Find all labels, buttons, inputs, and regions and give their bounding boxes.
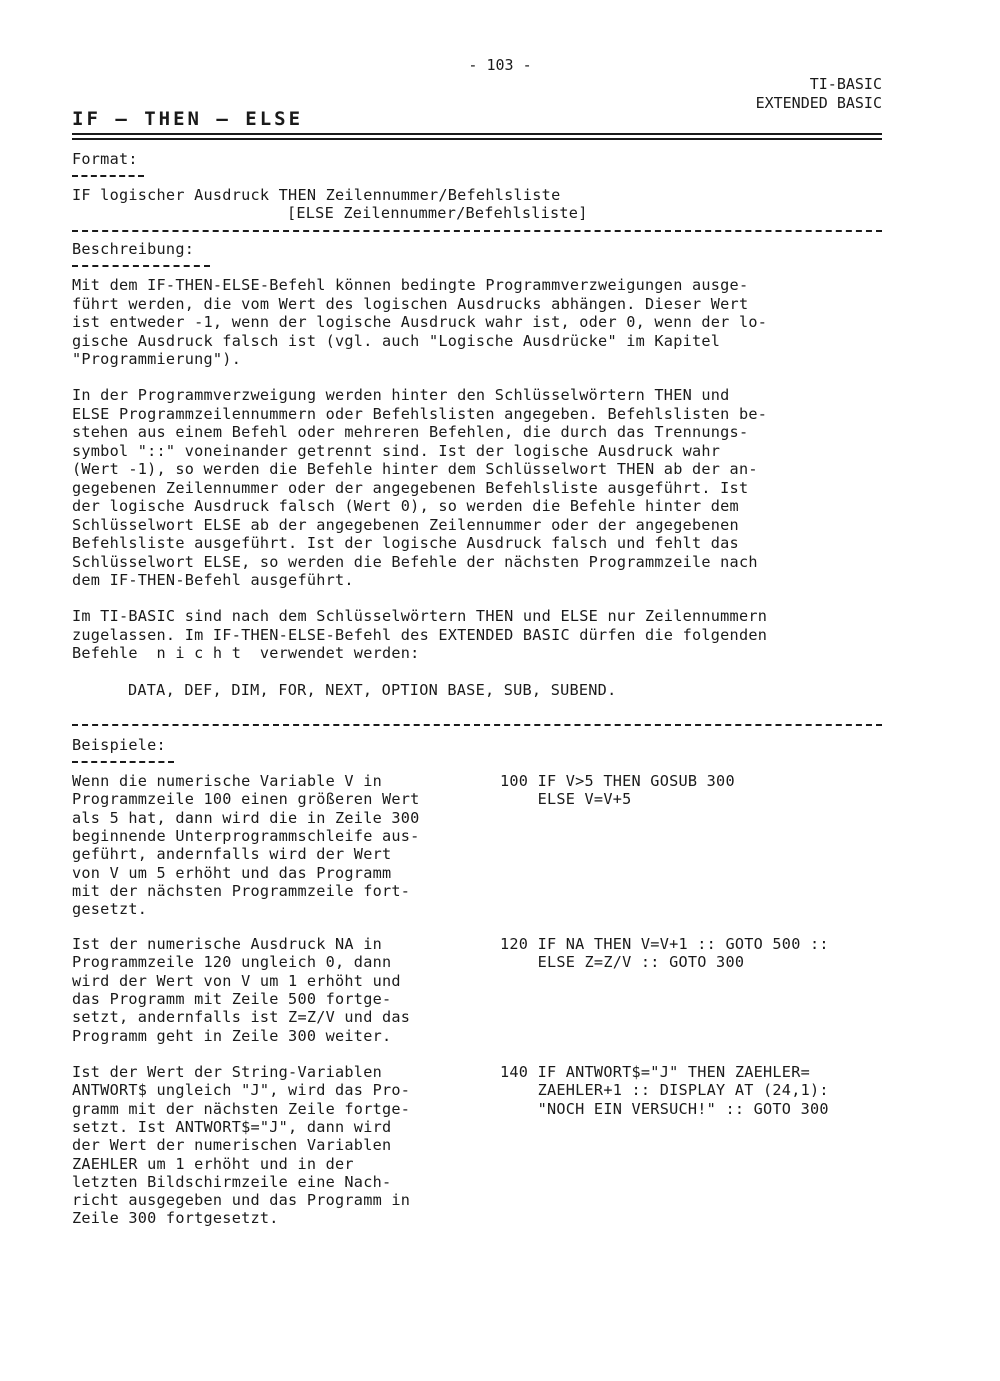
example-1-code-line: 100 IF V>5 THEN GOSUB 300 — [500, 772, 735, 790]
example-3-text-line: ZAEHLER um 1 erhöht und in der — [72, 1154, 354, 1173]
example-1-text-line: als 5 hat, dann wird die in Zeile 300 — [72, 808, 420, 827]
example-1-text-line: Wenn die numerische Variable V in — [72, 772, 382, 790]
example-3-code-line: ZAEHLER+1 :: DISPLAY AT (24,1): — [500, 1081, 829, 1100]
description-para1-line: "Programmierung"). — [72, 350, 242, 368]
double-rule — [72, 133, 882, 140]
description-para3-line: Befehle n i c h t verwendet werden: — [72, 644, 420, 662]
page-number: - 103 - — [468, 56, 532, 74]
example-3-text-line: Ist der Wert der String-Variablen — [72, 1063, 382, 1081]
description-para2-line: (Wert -1), so werden die Befehle hinter dem Schlüsselwort THEN ab der an- — [72, 460, 758, 478]
description-para1-line: gische Ausdruck falsch ist (vgl. auch "Logische Ausdrücke" im Kapitel — [72, 331, 721, 350]
description-para1-line: ist entweder -1, wenn der logische Ausdruck wahr ist, oder 0, wenn der lo- — [72, 313, 768, 331]
example-2-text-line: Ist der numerische Ausdruck NA in — [72, 935, 382, 953]
example-1-text-line: Programmzeile 100 einen größeren Wert — [72, 790, 420, 809]
description-para1-line: führt werden, die vom Wert des logischen Ausdrucks abhängen. Dieser Wert — [72, 294, 749, 313]
description-para2-line: Schlüsselwort ELSE, so werden die Befehle der nächsten Programmzeile nach — [72, 552, 758, 571]
example-3-text-line: letzten Bildschirmzeile eine Nach- — [72, 1172, 392, 1191]
example-2-text-line: setzt, andernfalls ist Z=Z/V und das — [72, 1008, 411, 1027]
format-heading-underline — [72, 175, 144, 177]
example-2-text-line: wird der Wert von V um 1 erhöht und — [72, 971, 401, 990]
description-para2-line: dem IF-THEN-Befehl ausgeführt. — [72, 571, 354, 589]
example-3-text-line: ANTWORT$ ungleich "J", wird das Pro- — [72, 1081, 411, 1100]
description-para2-line: gegebenen Zeilennummer oder der angegebenen Befehlsliste ausgeführt. Ist — [72, 478, 749, 497]
example-3-text-line: der Wert der numerischen Variablen — [72, 1136, 392, 1155]
example-2-code-line: ELSE Z=Z/V :: GOTO 300 — [500, 953, 745, 972]
description-para3-line: Im TI-BASIC sind nach dem Schlüsselwörtern THEN und ELSE nur Zeilennummern — [72, 607, 768, 625]
description-para1-line: Mit dem IF-THEN-ELSE-Befehl können bedingte Programmverzweigungen ausge- — [72, 276, 749, 294]
section-divider-2 — [72, 724, 882, 726]
description-para2-line: ELSE Programmzeilennummern oder Befehlslisten angegeben. Befehlslisten be- — [72, 404, 768, 423]
description-para3-line: zugelassen. Im IF-THEN-ELSE-Befehl des EXTENDED BASIC dürfen die folgenden — [72, 625, 768, 644]
description-heading-underline — [72, 265, 210, 267]
example-1-text-line: gesetzt. — [72, 900, 148, 919]
system-label-extended-basic: EXTENDED BASIC — [755, 94, 882, 112]
example-3-text-line: richt ausgegeben und das Programm in — [72, 1191, 411, 1210]
system-label-ti-basic: TI-BASIC — [809, 75, 882, 93]
description-para2-line: der logische Ausdruck falsch (Wert 0), so werden die Befehle hinter dem — [72, 497, 739, 515]
example-3-text-line: setzt. Ist ANTWORT$="J", dann wird — [72, 1117, 392, 1136]
example-3-code-line: "NOCH EIN VERSUCH!" :: GOTO 300 — [500, 1099, 829, 1118]
description-para2-line: Befehlsliste ausgeführt. Ist der logische Ausdruck falsch und fehlt das — [72, 534, 739, 552]
example-2-text-line: Programm geht in Zeile 300 weiter. — [72, 1026, 392, 1045]
forbidden-keywords: DATA, DEF, DIM, FOR, NEXT, OPTION BASE, SUB, SUBEND. — [128, 681, 617, 699]
example-1-text-line: von V um 5 erhöht und das Programm — [72, 863, 392, 882]
example-3-text-line: Zeile 300 fortgesetzt. — [72, 1209, 279, 1228]
example-1-text-line: beginnende Unterprogrammschleife aus- — [72, 826, 420, 845]
example-1-text-line: geführt, andernfalls wird der Wert — [72, 845, 392, 864]
examples-heading: Beispiele: — [72, 736, 166, 754]
description-para2-line: stehen aus einem Befehl oder mehreren Befehlen, die durch das Trennungs- — [72, 423, 749, 441]
example-1-text-line: mit der nächsten Programmzeile fort- — [72, 881, 411, 900]
section-divider-1 — [72, 230, 882, 232]
page-title: IF — THEN — ELSE — [72, 108, 304, 130]
description-para2-line: symbol "::" voneinander getrennt sind. Ist der logische Ausdruck wahr — [72, 441, 721, 460]
example-2-text-line: das Programm mit Zeile 500 fortge- — [72, 989, 392, 1008]
example-2-text-line: Programmzeile 120 ungleich 0, dann — [72, 953, 392, 972]
example-1-code-line: ELSE V=V+5 — [500, 790, 632, 809]
format-heading: Format: — [72, 150, 138, 168]
example-2-code-line: 120 IF NA THEN V=V+1 :: GOTO 500 :: — [500, 935, 829, 953]
description-heading: Beschreibung: — [72, 240, 195, 258]
examples-heading-underline — [72, 761, 174, 763]
example-3-text-line: gramm mit der nächsten Zeile fortge- — [72, 1099, 411, 1118]
format-line-2: [ELSE Zeilennummer/Befehlsliste] — [287, 204, 588, 222]
description-para2-line: Schlüsselwort ELSE ab der angegebenen Zeilennummer oder der angegebenen — [72, 515, 739, 534]
description-para2-line: In der Programmverzweigung werden hinter den Schlüsselwörtern THEN und — [72, 386, 730, 404]
format-line-1: IF logischer Ausdruck THEN Zeilennummer/Befehlsliste — [72, 186, 561, 204]
example-3-code-line: 140 IF ANTWORT$="J" THEN ZAEHLER= — [500, 1063, 810, 1081]
